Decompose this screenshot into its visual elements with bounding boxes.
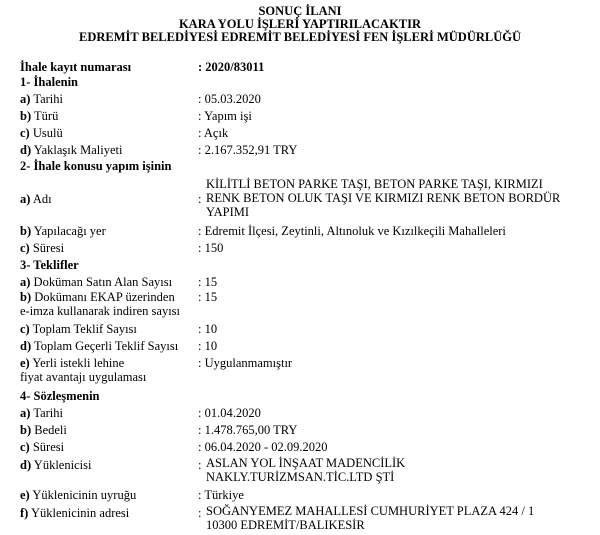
row-value: : Yapım işi bbox=[198, 109, 252, 123]
row-value: : 10 bbox=[198, 339, 218, 353]
row-label: Toplam Teklif Sayısı bbox=[32, 322, 137, 336]
row-label: Adı bbox=[32, 192, 52, 206]
row-key: a) bbox=[20, 192, 31, 206]
row-label: Yapılacağı yer bbox=[33, 224, 106, 238]
s3-row-doc-downloaded bbox=[20, 291, 590, 319]
row-label: Yaklaşık Maliyeti bbox=[33, 143, 123, 157]
work-name-line-3: YAPIMI bbox=[206, 205, 250, 219]
row-key: d) bbox=[20, 143, 32, 157]
row-label: Usulü bbox=[32, 126, 63, 140]
s2-row-name bbox=[20, 178, 590, 220]
row-key: d) bbox=[20, 339, 32, 353]
row-value: : Edremit İlçesi, Zeytinli, Altınoluk ve Kızılkeçili Mahalleleri bbox=[198, 224, 506, 238]
work-name-line-2: RENK BETON OLUK TAŞI VE KIRMIZI RENK BETON BORDÜR bbox=[206, 191, 561, 205]
row-value: : 05.03.2020 bbox=[198, 92, 261, 106]
contractor-name-line-2: NAKLY.TURİZMSAN.TİC.LTD ŞTİ bbox=[206, 470, 395, 484]
row-label: Süresi bbox=[32, 241, 65, 255]
row-value: : 10 bbox=[198, 322, 218, 336]
row-key: a) bbox=[20, 275, 31, 289]
row-key: c) bbox=[20, 440, 30, 454]
row-label: Tarihi bbox=[33, 92, 63, 106]
row-label-line-2: fiyat avantajı uygulaması bbox=[20, 370, 147, 384]
row-value: : 01.04.2020 bbox=[198, 406, 261, 420]
row-colon: : bbox=[198, 506, 202, 520]
notice-subtitle: KARA YOLU İŞLERİ YAPTIRILACAKTIR bbox=[178, 17, 422, 31]
row-label: Bedeli bbox=[34, 423, 67, 437]
row-label: Yerli istekli lehine bbox=[32, 356, 125, 370]
row-key: c) bbox=[20, 322, 30, 336]
row-key: b) bbox=[20, 224, 32, 238]
row-label: Türü bbox=[34, 109, 59, 123]
row-value: : Türkiye bbox=[198, 488, 244, 502]
row-value: : 2.167.352,91 TRY bbox=[198, 143, 298, 157]
row-label: Toplam Geçerli Teklif Sayısı bbox=[34, 339, 179, 353]
row-key: a) bbox=[20, 92, 31, 106]
section-4-title: 4- Sözleşmenin bbox=[20, 389, 100, 403]
s4-row-contractor bbox=[20, 457, 590, 485]
row-key: f) bbox=[20, 506, 29, 520]
contractor-address-line-1: SOĞANYEMEZ MAHALLESİ CUMHURİYET PLAZA 424 / 1 bbox=[206, 504, 535, 518]
work-name-line-1: KİLİTLİ BETON PARKE TAŞI, BETON PARKE TAŞI, KIRMIZI bbox=[206, 177, 543, 191]
contractor-address-line-2: 10300 EDREMİT/BALIKESİR bbox=[206, 518, 365, 532]
row-label: Süresi bbox=[32, 440, 65, 454]
row-key: e) bbox=[20, 356, 30, 370]
section-1-title: 1- İhalenin bbox=[20, 75, 79, 89]
row-value: : 150 bbox=[198, 241, 224, 255]
row-key: b) bbox=[20, 423, 32, 437]
row-value: : 1.478.765,00 TRY bbox=[198, 423, 298, 437]
row-key: c) bbox=[20, 241, 30, 255]
row-value: : 15 bbox=[198, 290, 218, 304]
row-key: b) bbox=[20, 109, 32, 123]
row-label: Doküman Satın Alan Sayısı bbox=[33, 275, 173, 289]
row-colon: : bbox=[198, 458, 202, 472]
tender-registration-label: İhale kayıt numarası bbox=[20, 60, 132, 74]
row-value: : Uygulanmamıştır bbox=[198, 356, 293, 370]
row-label: Yüklenicinin uyruğu bbox=[32, 488, 137, 502]
row-key: a) bbox=[20, 406, 31, 420]
row-colon: : bbox=[198, 192, 202, 206]
row-value: : Açık bbox=[198, 126, 229, 140]
row-key: e) bbox=[20, 488, 30, 502]
row-label: Yüklenicinin adresi bbox=[31, 506, 130, 520]
row-key: b) bbox=[20, 290, 32, 304]
row-label-line-2: e-imza kullanarak indiren sayısı bbox=[20, 304, 181, 318]
section-3-title: 3- Teklifler bbox=[20, 258, 79, 272]
row-key: c) bbox=[20, 126, 30, 140]
row-value: : 06.04.2020 - 02.09.2020 bbox=[198, 440, 328, 454]
s4-row-address bbox=[20, 505, 590, 533]
issuing-authority: EDREMİT BELEDİYESİ EDREMİT BELEDİYESİ FEN İŞLERİ MÜDÜRLÜĞÜ bbox=[78, 30, 521, 44]
notice-title: SONUÇ İLANI bbox=[258, 4, 342, 18]
s3-row-domestic-advantage bbox=[20, 357, 590, 385]
section-2-title: 2- İhale konusu yapım işinin bbox=[20, 159, 172, 173]
contractor-name-line-1: ASLAN YOL İNŞAAT MADENCİLİK bbox=[206, 456, 406, 470]
row-key: d) bbox=[20, 458, 32, 472]
row-label: Tarihi bbox=[33, 406, 63, 420]
row-value: : 15 bbox=[198, 275, 218, 289]
row-label: Yüklenicisi bbox=[33, 458, 92, 472]
row-label: Dokümanı EKAP üzerinden bbox=[34, 290, 175, 304]
tender-registration-value: : 2020/83011 bbox=[198, 60, 265, 74]
